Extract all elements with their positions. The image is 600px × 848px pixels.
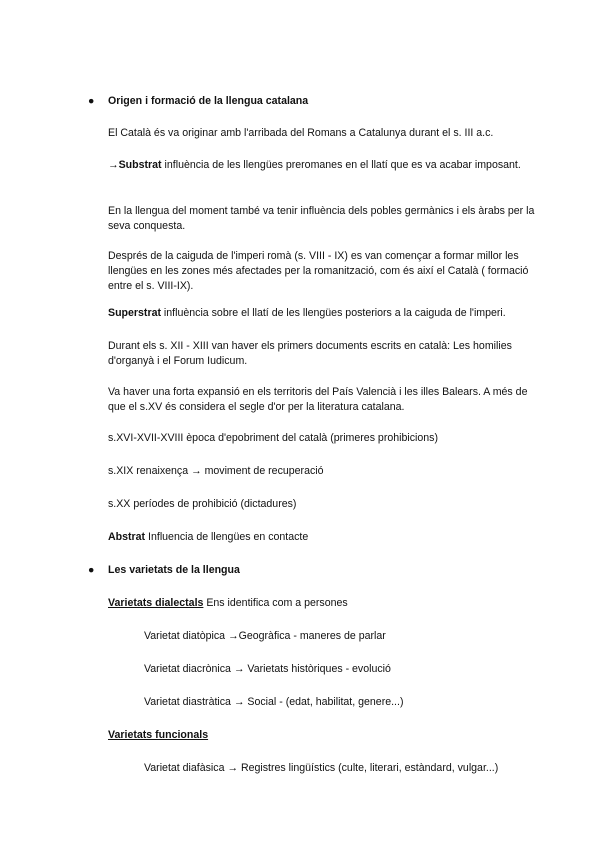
bullet-icon: ●: [88, 95, 95, 107]
bullet-icon: ●: [88, 564, 95, 576]
item-diatopica: Varietat diatòpica →Geogràfica - maneres de parlar: [144, 630, 386, 642]
item-diacronica: Varietat diacrònica → Varietats històriques - evolució: [144, 663, 391, 675]
section-heading-varietats: [88, 563, 240, 578]
item-diafasica: Varietat diafàsica → Registres lingüístics (culte, literari, estàndard, vulgar...): [144, 762, 499, 774]
term-substrat: Substrat: [118, 159, 162, 171]
term-varietats-funcionals: Varietats funcionals: [108, 729, 209, 741]
paragraph-influencia: En la llengua del moment també va tenir influència dels pobles germànics i els àrabs per la seva conquesta.: [108, 205, 535, 232]
definition-superstrat: influència sobre el llatí de les llengües posteriors a la caiguda de l'imperi.: [160, 307, 506, 319]
term-superstrat: Superstrat: [108, 307, 161, 319]
definition-substrat: influència de les llengües preromanes en el llatí que es va acabar imposant.: [161, 159, 521, 171]
paragraph-varietats-dialectals: [108, 596, 538, 611]
section-title: Les varietats de la llengua: [108, 564, 240, 576]
definition-varietats-dialectals: Ens identifica com a persones: [203, 597, 348, 609]
term-abstrat: Abstrat: [108, 531, 146, 543]
paragraph-superstrat: [108, 306, 538, 321]
paragraph-epobriment: s.XVI-XVII-XVIII època d'epobriment del català (primeres prohibicions): [108, 432, 438, 444]
paragraph-varietats-funcionals: [108, 728, 538, 743]
paragraph-origen: El Català és va originar amb l'arribada del Romans a Catalunya durant el s. III a.c.: [108, 127, 494, 139]
item-diastratica: Varietat diastràtica → Social - (edat, habilitat, genere...): [144, 696, 404, 708]
section-title: Origen i formació de la llengua catalana: [108, 95, 309, 107]
term-varietats-dialectals: Varietats dialectals: [108, 597, 204, 609]
paragraph-expansio: Va haver una forta expansió en els territoris del País Valencià i les illes Balears. A més de que el s.XV és considera el segle d'or per la literatura catalana.: [108, 386, 528, 413]
arrow-icon: →: [108, 159, 119, 171]
paragraph-prohibicio: s.XX períodes de prohibició (dictadures): [108, 498, 297, 510]
section-heading-origen: [88, 94, 308, 109]
paragraph-renaixenca: s.XIX renaixença → moviment de recuperació: [108, 465, 324, 477]
paragraph-documents: Durant els s. XII - XIII van haver els primers documents escrits en català: Les homilies d'organyà i el Forum Iudicum.: [108, 340, 512, 367]
paragraph-substrat: [108, 158, 538, 173]
definition-abstrat: Influencia de llengües en contacte: [145, 531, 309, 543]
paragraph-abstrat: [108, 530, 538, 545]
paragraph-imperi: Després de la caiguda de l'imperi romà (s. VIII - IX) es van començar a formar millor les llengües en les zones més afectades per la romanització, com és així el Català ( formació entre el s. VIII-IX).: [108, 250, 529, 292]
